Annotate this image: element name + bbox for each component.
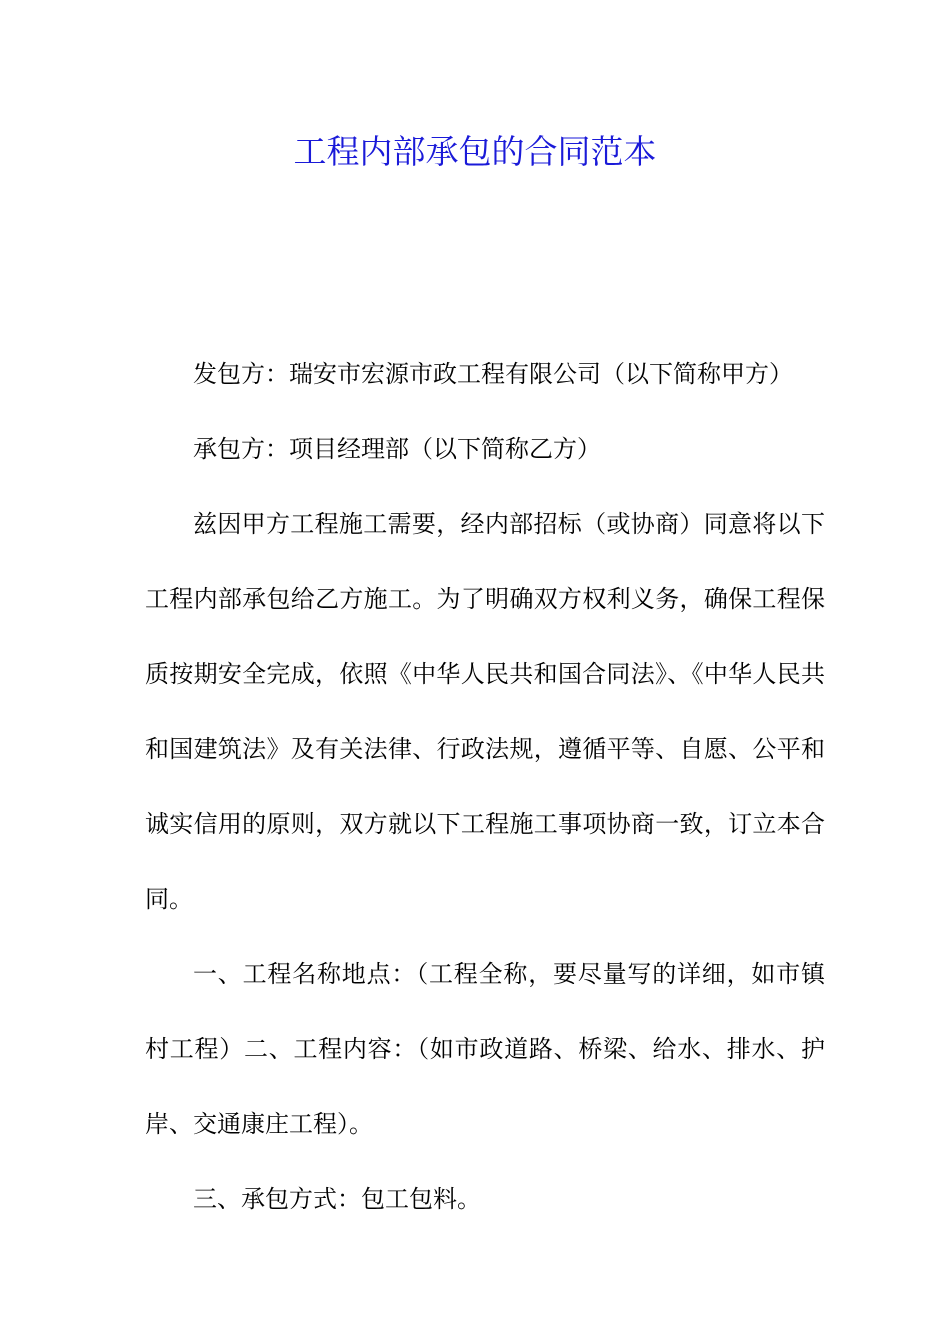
document-body xyxy=(145,337,825,1237)
paragraph-contractor: 承包方：项目经理部（以下简称乙方） xyxy=(193,435,601,463)
paragraph-employer: 发包方：瑞安市宏源市政工程有限公司（以下简称甲方） xyxy=(193,360,793,388)
paragraph-project-name-content: 一、工程名称地点：（工程全称，要尽量写的详细，如市镇村工程）二、工程内容：（如市政道路、桥梁、给水、排水、护岸、交通康庄工程）。 xyxy=(145,960,825,1138)
document-title: 工程内部承包的合同范本 xyxy=(293,132,657,171)
paragraph-preamble: 兹因甲方工程施工需要，经内部招标（或协商）同意将以下工程内部承包给乙方施工。为了明确双方权利义务，确保工程保质按期安全完成，依照《中华人民共和国合同法》、《中华人民共和国建筑法》及有关法律、行政法规，遵循平等、自愿、公平和诚实信用的原则，双方就以下工程施工事项协商一致，订立本合同。 xyxy=(145,510,825,913)
paragraph-contract-method: 三、承包方式：包工包料。 xyxy=(193,1185,481,1213)
